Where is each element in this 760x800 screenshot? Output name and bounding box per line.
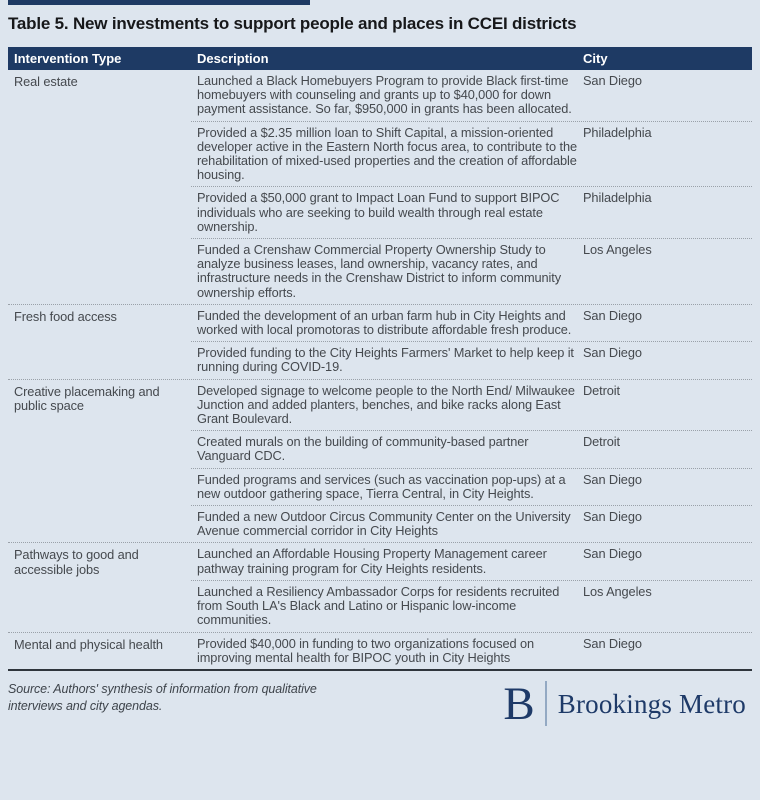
table-row [191,633,752,669]
description-cell: Launched a Resiliency Ambassador Corps for residents recruited from South LA's Black and Latino or Hispanic low-income communities. [197,583,560,628]
city-cell: San Diego [583,471,642,487]
description-cell: Provided a $2.35 million loan to Shift Capital, a mission-oriented developer active in the Eastern North focus area, to contribute to the rehabilitation of mixed-used properties and the creation of affordable housing. [197,124,577,183]
column-header-description: Description [197,51,269,66]
description-cell: Created murals on the building of community-based partner Vanguard CDC. [197,434,529,464]
table-row [191,121,752,187]
city-cell: Detroit [583,382,620,398]
table-row [191,543,752,579]
table-row [191,305,752,341]
investments-table [8,47,752,671]
table-row [191,70,752,121]
table-row [191,580,752,632]
description-cell: Funded programs and services (such as vaccination pop-ups) at a new outdoor gathering space, Tierra Central, in City Heights. [197,471,566,501]
city-cell: Philadelphia [583,190,652,206]
intervention-type-label: Pathways to good and accessible jobs [14,547,139,577]
brookings-b-logo-mark: B [503,677,535,730]
top-accent-bar [8,0,310,5]
column-header-intervention-type: Intervention Type [14,51,122,66]
page-title: Table 5. New investments to support people and places in CCEI districts [8,14,577,33]
source-note: Source: Authors' synthesis of information from qualitative interviews and city agendas. [8,681,317,713]
intervention-type-label: Real estate [14,74,78,89]
city-cell: Los Angeles [583,583,652,599]
city-cell: Philadelphia [583,124,652,140]
figure-footer [8,677,752,730]
description-cell: Provided a $50,000 grant to Impact Loan Fund to support BIPOC individuals who are seeking to build wealth through real estate ownership. [197,190,560,234]
intervention-type-label: Mental and physical health [14,636,163,652]
table-row [191,430,752,467]
city-cell: San Diego [583,307,642,323]
table-row [191,380,752,431]
table-header-row [8,47,752,70]
brookings-metro-logo [503,677,746,730]
table-row [191,341,752,378]
description-cell: Funded a new Outdoor Circus Community Center on the University Avenue commercial corridor in City Heights [197,509,571,539]
description-cell: Funded a Crenshaw Commercial Property Ownership Study to analyze business leases, land ownership, vacancy rates, and infrastructure needs in the Crenshaw District to inform community ownership efforts. [197,242,562,300]
table-row [191,505,752,542]
city-cell: San Diego [583,546,642,562]
table-group-fresh-food-access [8,304,752,379]
column-header-city: City [583,51,608,66]
intervention-type-label: Fresh food access [14,308,117,324]
description-cell: Launched an Affordable Housing Property Management career pathway training program for City Heights residents. [197,546,547,576]
city-cell: Detroit [583,434,620,450]
table-row [191,186,752,238]
table-group-mental-physical-health [8,632,752,669]
description-cell: Launched a Black Homebuyers Program to provide Black first-time homebuyers with counseling and grants up to $40,000 for down payment assistance. So far, $950,000 in grants has been allocated. [197,73,572,117]
description-cell: Developed signage to welcome people to the North End/ Milwaukee Junction and added planters, benches, and bike racks along East Grant Boulevard. [197,382,575,427]
city-cell: San Diego [583,73,642,88]
city-cell: San Diego [583,345,642,361]
table-row [191,238,752,304]
table-group-pathways-jobs [8,542,752,631]
city-cell: San Diego [583,509,642,525]
table-group-real-estate [8,70,752,304]
description-cell: Provided $40,000 in funding to two organizations focused on improving mental health for BIPOC youth in City Heights [197,635,535,665]
city-cell: San Diego [583,635,642,651]
logo-wordmark: Brookings Metro [557,688,746,719]
table-group-creative-placemaking [8,379,752,543]
city-cell: Los Angeles [583,242,652,258]
logo-divider [545,681,547,726]
intervention-type-label: Creative placemaking and public space [14,383,160,413]
table-row [191,468,752,505]
description-cell: Provided funding to the City Heights Farmers' Market to help keep it running during COVID-19. [197,345,574,375]
description-cell: Funded the development of an urban farm hub in City Heights and worked with local promotoras to distribute affordable fresh produce. [197,307,572,338]
